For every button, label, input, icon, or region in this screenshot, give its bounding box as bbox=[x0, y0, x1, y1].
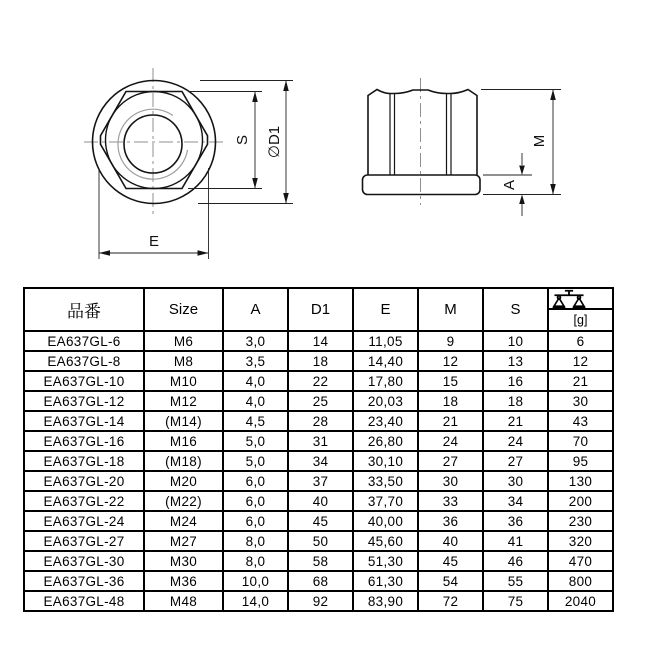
cell-m: 30 bbox=[418, 471, 483, 491]
spec-table-body bbox=[24, 331, 613, 611]
cell-part-no: EA637GL-12 bbox=[24, 391, 144, 411]
cell-a: 14,0 bbox=[223, 591, 288, 611]
cell-a: 4,5 bbox=[223, 411, 288, 431]
table-row bbox=[24, 371, 613, 391]
cell-weight: 95 bbox=[548, 451, 613, 471]
hexagon-outline bbox=[101, 92, 208, 189]
cell-e: 20,03 bbox=[353, 391, 418, 411]
header-size: Size bbox=[144, 288, 223, 331]
cell-d1: 40 bbox=[288, 491, 353, 511]
cell-m: 36 bbox=[418, 511, 483, 531]
cell-d1: 37 bbox=[288, 471, 353, 491]
cell-s: 16 bbox=[483, 371, 548, 391]
cell-e: 40,00 bbox=[353, 511, 418, 531]
cell-e: 45,60 bbox=[353, 531, 418, 551]
cell-d1: 22 bbox=[288, 371, 353, 391]
cell-size: (M18) bbox=[144, 451, 223, 471]
cell-a: 6,0 bbox=[223, 511, 288, 531]
cell-weight: 70 bbox=[548, 431, 613, 451]
cell-d1: 58 bbox=[288, 551, 353, 571]
cell-part-no: EA637GL-18 bbox=[24, 451, 144, 471]
header-s: S bbox=[483, 288, 548, 331]
cell-part-no: EA637GL-14 bbox=[24, 411, 144, 431]
cell-weight: 2040 bbox=[548, 591, 613, 611]
spec-table bbox=[23, 287, 614, 612]
cell-weight: 230 bbox=[548, 511, 613, 531]
table-row bbox=[24, 471, 613, 491]
cell-m: 27 bbox=[418, 451, 483, 471]
cell-d1: 92 bbox=[288, 591, 353, 611]
cell-d1: 14 bbox=[288, 331, 353, 351]
cell-weight: 200 bbox=[548, 491, 613, 511]
cell-size: M24 bbox=[144, 511, 223, 531]
cell-m: 18 bbox=[418, 391, 483, 411]
cell-e: 11,05 bbox=[353, 331, 418, 351]
table-row bbox=[24, 491, 613, 511]
cell-part-no: EA637GL-16 bbox=[24, 431, 144, 451]
cell-part-no: EA637GL-22 bbox=[24, 491, 144, 511]
cell-e: 61,30 bbox=[353, 571, 418, 591]
cell-size: M48 bbox=[144, 591, 223, 611]
dim-label-d1: ∅D1 bbox=[266, 125, 283, 159]
cell-size: M27 bbox=[144, 531, 223, 551]
cell-e: 23,40 bbox=[353, 411, 418, 431]
cell-d1: 25 bbox=[288, 391, 353, 411]
cell-a: 3,5 bbox=[223, 351, 288, 371]
cell-m: 54 bbox=[418, 571, 483, 591]
cell-m: 40 bbox=[418, 531, 483, 551]
cell-e: 33,50 bbox=[353, 471, 418, 491]
cell-m: 15 bbox=[418, 371, 483, 391]
header-d1: D1 bbox=[288, 288, 353, 331]
flange-outline bbox=[363, 175, 481, 195]
cell-m: 12 bbox=[418, 351, 483, 371]
cell-m: 33 bbox=[418, 491, 483, 511]
side-view bbox=[363, 78, 562, 216]
dimension-m bbox=[481, 90, 561, 195]
table-row bbox=[24, 591, 613, 611]
table-row bbox=[24, 391, 613, 411]
header-weight bbox=[548, 288, 613, 331]
cell-d1: 18 bbox=[288, 351, 353, 371]
table-row bbox=[24, 511, 613, 531]
cell-s: 34 bbox=[483, 491, 548, 511]
cell-a: 6,0 bbox=[223, 491, 288, 511]
cell-part-no: EA637GL-27 bbox=[24, 531, 144, 551]
cell-s: 36 bbox=[483, 511, 548, 531]
cell-size: M16 bbox=[144, 431, 223, 451]
header-a: A bbox=[223, 288, 288, 331]
cell-s: 75 bbox=[483, 591, 548, 611]
table-row bbox=[24, 531, 613, 551]
cell-s: 18 bbox=[483, 391, 548, 411]
weight-unit-label: [g] bbox=[573, 313, 588, 327]
cell-s: 46 bbox=[483, 551, 548, 571]
header-row bbox=[24, 288, 613, 331]
cell-s: 41 bbox=[483, 531, 548, 551]
table-row bbox=[24, 411, 613, 431]
table-row bbox=[24, 331, 613, 351]
table-row bbox=[24, 551, 613, 571]
cell-a: 4,0 bbox=[223, 391, 288, 411]
cell-e: 17,80 bbox=[353, 371, 418, 391]
dim-label-m: M bbox=[531, 134, 548, 148]
cell-e: 51,30 bbox=[353, 551, 418, 571]
table-row bbox=[24, 571, 613, 591]
cell-weight: 30 bbox=[548, 391, 613, 411]
cell-s: 55 bbox=[483, 571, 548, 591]
cell-size: M10 bbox=[144, 371, 223, 391]
cell-d1: 31 bbox=[288, 431, 353, 451]
cell-part-no: EA637GL-10 bbox=[24, 371, 144, 391]
cell-e: 26,80 bbox=[353, 431, 418, 451]
cell-s: 30 bbox=[483, 471, 548, 491]
cell-m: 9 bbox=[418, 331, 483, 351]
cell-e: 14,40 bbox=[353, 351, 418, 371]
cell-size: M8 bbox=[144, 351, 223, 371]
cell-a: 5,0 bbox=[223, 451, 288, 471]
cell-size: M36 bbox=[144, 571, 223, 591]
cell-weight: 21 bbox=[548, 371, 613, 391]
cell-d1: 68 bbox=[288, 571, 353, 591]
cell-part-no: EA637GL-36 bbox=[24, 571, 144, 591]
cell-part-no: EA637GL-20 bbox=[24, 471, 144, 491]
cell-a: 5,0 bbox=[223, 431, 288, 451]
cell-part-no: EA637GL-6 bbox=[24, 331, 144, 351]
cell-a: 8,0 bbox=[223, 531, 288, 551]
cell-a: 8,0 bbox=[223, 551, 288, 571]
dim-label-s: S bbox=[234, 134, 251, 146]
cell-s: 13 bbox=[483, 351, 548, 371]
cell-part-no: EA637GL-30 bbox=[24, 551, 144, 571]
cell-size: M20 bbox=[144, 471, 223, 491]
cell-size: M12 bbox=[144, 391, 223, 411]
dim-label-e: E bbox=[148, 233, 160, 250]
cell-s: 10 bbox=[483, 331, 548, 351]
nut-body-outline bbox=[368, 90, 477, 176]
cell-s: 21 bbox=[483, 411, 548, 431]
cell-weight: 43 bbox=[548, 411, 613, 431]
cell-d1: 34 bbox=[288, 451, 353, 471]
table-row bbox=[24, 451, 613, 471]
balance-scale-icon bbox=[549, 289, 612, 310]
table-row bbox=[24, 431, 613, 451]
cell-a: 6,0 bbox=[223, 471, 288, 491]
cell-part-no: EA637GL-24 bbox=[24, 511, 144, 531]
cell-m: 21 bbox=[418, 411, 483, 431]
cell-size: M30 bbox=[144, 551, 223, 571]
cell-a: 4,0 bbox=[223, 371, 288, 391]
cell-size: (M14) bbox=[144, 411, 223, 431]
cell-m: 72 bbox=[418, 591, 483, 611]
dim-label-a: A bbox=[501, 179, 518, 191]
cell-d1: 50 bbox=[288, 531, 353, 551]
cell-m: 45 bbox=[418, 551, 483, 571]
top-view bbox=[84, 68, 293, 259]
cell-size: M6 bbox=[144, 331, 223, 351]
chamfer-circle bbox=[106, 92, 203, 189]
header-e: E bbox=[353, 288, 418, 331]
cell-s: 27 bbox=[483, 451, 548, 471]
header-m: M bbox=[418, 288, 483, 331]
cell-e: 30,10 bbox=[353, 451, 418, 471]
cell-weight: 470 bbox=[548, 551, 613, 571]
table-row bbox=[24, 351, 613, 371]
cell-weight: 12 bbox=[548, 351, 613, 371]
cell-size: (M22) bbox=[144, 491, 223, 511]
cell-e: 37,70 bbox=[353, 491, 418, 511]
cell-s: 24 bbox=[483, 431, 548, 451]
cell-weight: 320 bbox=[548, 531, 613, 551]
cell-part-no: EA637GL-48 bbox=[24, 591, 144, 611]
cell-d1: 45 bbox=[288, 511, 353, 531]
cell-e: 83,90 bbox=[353, 591, 418, 611]
cell-d1: 28 bbox=[288, 411, 353, 431]
cell-a: 10,0 bbox=[223, 571, 288, 591]
cell-part-no: EA637GL-8 bbox=[24, 351, 144, 371]
header-part-no: 品番 bbox=[24, 288, 144, 331]
cell-weight: 800 bbox=[548, 571, 613, 591]
weight-header-cell bbox=[549, 289, 612, 330]
cell-a: 3,0 bbox=[223, 331, 288, 351]
cell-weight: 6 bbox=[548, 331, 613, 351]
cell-weight: 130 bbox=[548, 471, 613, 491]
cell-m: 24 bbox=[418, 431, 483, 451]
